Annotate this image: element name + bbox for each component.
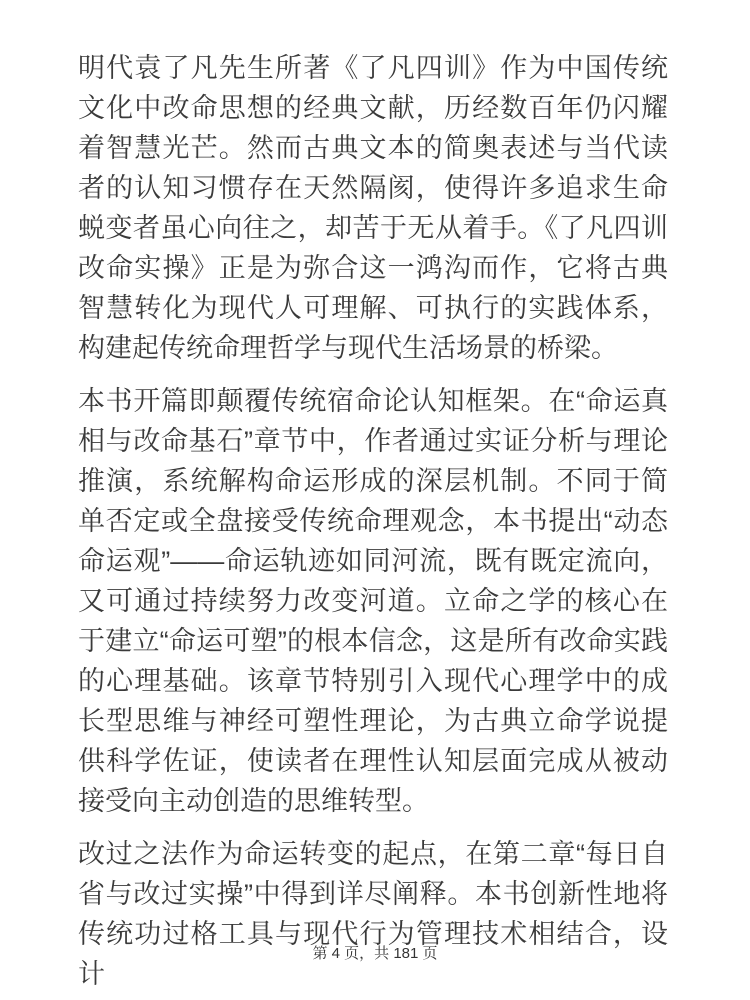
page-content xyxy=(78,48,668,1000)
page-number-footer: 第 4 页，共 181 页 xyxy=(312,945,438,962)
paragraph-3: 改过之法作为命运转变的起点，在第二章“每日自省与改过实操”中得到详尽阐释。本书创新性地将传统功过格工具与现代行为管理技术相结合，设计 xyxy=(78,839,668,989)
paragraph-1: 明代袁了凡先生所著《了凡四训》作为中国传统文化中改命思想的经典文献，历经数百年仍闪耀着智慧光芒。然而古典文本的简奥表述与当代读者的认知习惯存在天然隔阂，使得许多追求生命蜕变者虽心向往之，却苦于无从着手。《了凡四训改命实操》正是为弥合这一鸿沟而作，它将古典智慧转化为现代人可理解、可执行的实践体系，构建起传统命理哲学与现代生活场景的桥梁。 xyxy=(78,53,668,363)
paragraph-2: 本书开篇即颠覆传统宿命论认知框架。在“命运真相与改命基石”章节中，作者通过实证分析与理论推演，系统解构命运形成的深层机制。不同于简单否定或全盘接受传统命理观念，本书提出“动态命运观”——命运轨迹如同河流，既有既定流向，又可通过持续努力改变河道。立命之学的核心在于建立“命运可塑”的根本信念，这是所有改命实践的心理基础。该章节特别引入现代心理学中的成长型思维与神经可塑性理论，为古典立命学说提供科学佐证，使读者在理性认知层面完成从被动接受向主动创造的思维转型。 xyxy=(78,386,668,816)
